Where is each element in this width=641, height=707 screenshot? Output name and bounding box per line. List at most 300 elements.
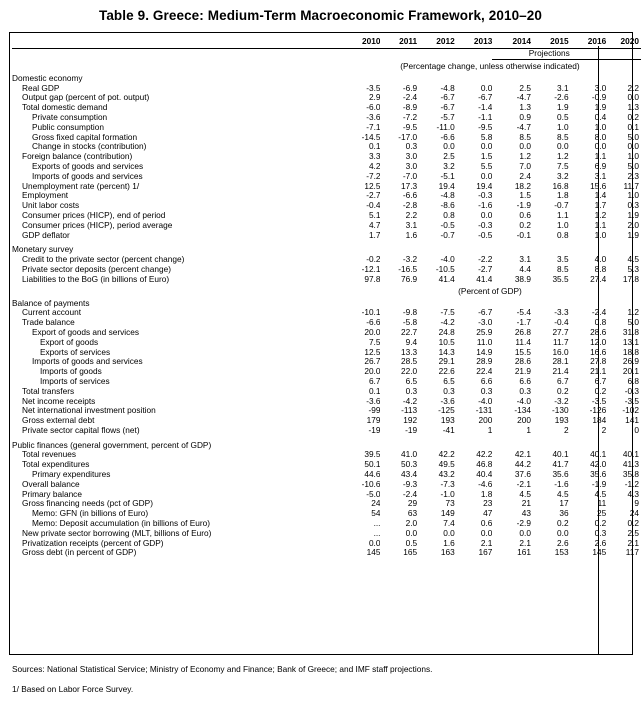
section-row bbox=[12, 245, 641, 255]
value-cell: 28.1 bbox=[552, 357, 569, 367]
value-cell: -10.1 bbox=[361, 308, 381, 318]
value-cell: 42.2 bbox=[476, 450, 493, 460]
value-cell: -0.4 bbox=[366, 201, 381, 211]
blank-cell bbox=[606, 49, 641, 60]
value-cell: 2.6 bbox=[557, 538, 569, 548]
value-cell: ... bbox=[373, 528, 381, 538]
value-cell: -130 bbox=[551, 406, 569, 416]
row-label: Liabilities to the BoG (in billions of Euro) bbox=[22, 274, 170, 284]
row-label: Output gap (percent of pot. output) bbox=[22, 93, 150, 103]
value-cell: 18.2 bbox=[514, 181, 531, 191]
value-cell: -2.4 bbox=[402, 489, 418, 499]
value-cell: -131 bbox=[475, 406, 493, 416]
value-cell: 0.0 bbox=[627, 93, 639, 103]
row-label: Foreign balance (contribution) bbox=[22, 152, 133, 162]
row-label: Export of goods bbox=[40, 337, 99, 347]
value-cell: 8.0 bbox=[594, 132, 607, 142]
value-cell: 5.0 bbox=[627, 161, 639, 171]
value-cell: -0.5 bbox=[478, 230, 493, 240]
table-row bbox=[12, 211, 641, 221]
table-row bbox=[12, 231, 641, 241]
value-cell: ... bbox=[373, 519, 381, 529]
value-cell: 0.0 bbox=[443, 142, 455, 152]
value-cell: -5.7 bbox=[440, 112, 455, 122]
section-row bbox=[12, 441, 641, 451]
value-cell: 167 bbox=[478, 548, 493, 558]
value-cell: 4.0 bbox=[594, 255, 607, 265]
value-cell: 35.5 bbox=[552, 274, 569, 284]
value-cell: 2.6 bbox=[594, 538, 607, 548]
value-cell: 6.9 bbox=[594, 161, 607, 171]
value-cell: -17.0 bbox=[398, 132, 418, 142]
row-label: Total expenditures bbox=[22, 460, 90, 470]
value-cell: 7.0 bbox=[519, 161, 531, 171]
value-cell: 1.8 bbox=[557, 191, 569, 201]
table-row bbox=[12, 377, 641, 387]
value-cell: 49.5 bbox=[438, 460, 455, 470]
value-cell: 4.5 bbox=[627, 255, 639, 265]
value-cell: -2.7 bbox=[366, 191, 381, 201]
value-cell: 2.2 bbox=[405, 210, 418, 220]
value-cell: -7.3 bbox=[440, 479, 455, 489]
value-cell: 18.8 bbox=[622, 347, 639, 357]
value-cell: -134 bbox=[514, 406, 531, 416]
value-cell: 15.5 bbox=[514, 347, 531, 357]
value-cell: -113 bbox=[401, 406, 418, 416]
value-cell: -2.7 bbox=[478, 264, 493, 274]
value-cell: -4.7 bbox=[516, 93, 531, 103]
value-cell: -4.0 bbox=[478, 396, 493, 406]
value-cell: 1.1 bbox=[594, 220, 607, 230]
value-cell: 0.8 bbox=[557, 230, 569, 240]
value-cell: 36 bbox=[559, 509, 569, 519]
value-cell: 6.7 bbox=[557, 376, 569, 386]
value-cell: 9.4 bbox=[405, 337, 418, 347]
table-row bbox=[12, 480, 641, 490]
value-cell: 11.0 bbox=[476, 337, 493, 347]
value-cell: 1.0 bbox=[627, 191, 639, 201]
value-cell: 6.7 bbox=[594, 376, 607, 386]
value-cell: 3.0 bbox=[594, 83, 607, 93]
value-cell: 26.8 bbox=[514, 327, 531, 337]
value-cell: 2.2 bbox=[627, 83, 639, 93]
value-cell: 3.3 bbox=[368, 152, 381, 162]
value-cell: 0.3 bbox=[627, 201, 639, 211]
value-cell: 145 bbox=[592, 548, 607, 558]
value-cell: 14.9 bbox=[476, 347, 493, 357]
value-cell: -9.5 bbox=[478, 122, 493, 132]
value-cell: -0.3 bbox=[624, 386, 639, 396]
value-cell: 0.2 bbox=[519, 220, 531, 230]
value-cell: 24 bbox=[629, 509, 639, 519]
blank-cell bbox=[417, 49, 455, 60]
value-cell: 41.4 bbox=[476, 274, 493, 284]
value-cell: 149 bbox=[440, 509, 455, 519]
value-cell: -0.4 bbox=[554, 318, 569, 328]
value-cell: 2 bbox=[601, 425, 607, 435]
value-cell: 1.7 bbox=[368, 230, 381, 240]
value-cell: 3.2 bbox=[557, 171, 569, 181]
value-cell: 2.5 bbox=[519, 83, 531, 93]
value-cell: -6.6 bbox=[440, 132, 455, 142]
value-cell: -1.7 bbox=[516, 318, 531, 328]
value-cell: 50.1 bbox=[364, 460, 381, 470]
value-cell: 6.6 bbox=[519, 376, 531, 386]
row-label: Current account bbox=[22, 308, 82, 318]
value-cell: 3.5 bbox=[557, 255, 569, 265]
value-cell: 0.3 bbox=[594, 528, 607, 538]
value-cell: 37.6 bbox=[514, 470, 531, 480]
projections-row bbox=[12, 49, 641, 60]
row-label: Overall balance bbox=[22, 479, 80, 489]
value-cell: 179 bbox=[366, 416, 381, 426]
value-cell: 0.6 bbox=[519, 210, 531, 220]
unit-subheader: (Percentage change, unless otherwise indicated) bbox=[400, 60, 580, 71]
value-cell: 0.2 bbox=[627, 112, 639, 122]
value-cell: 161 bbox=[517, 548, 531, 558]
table-row bbox=[12, 191, 641, 201]
value-cell: -7.2 bbox=[402, 112, 418, 122]
value-cell: 13.1 bbox=[622, 337, 639, 347]
value-cell: 0.8 bbox=[594, 318, 607, 328]
value-cell: 7.5 bbox=[368, 337, 381, 347]
value-cell: -0.7 bbox=[440, 230, 455, 240]
value-cell: 8.5 bbox=[557, 132, 569, 142]
value-cell: 1.8 bbox=[480, 489, 493, 499]
value-cell: 4.2 bbox=[368, 161, 381, 171]
row-label: Consumer prices (HICP), end of period bbox=[22, 210, 166, 220]
value-cell: 21 bbox=[521, 499, 531, 509]
value-cell: 0.3 bbox=[443, 386, 455, 396]
value-cell: -1.1 bbox=[478, 112, 493, 122]
blank-cell bbox=[12, 49, 339, 60]
value-cell: 17 bbox=[559, 499, 569, 509]
value-cell: 0.5 bbox=[557, 112, 569, 122]
row-label: Net income receipts bbox=[22, 396, 96, 406]
value-cell: 17.8 bbox=[622, 274, 639, 284]
value-cell: -7.0 bbox=[402, 171, 418, 181]
value-cell: 22.6 bbox=[438, 367, 455, 377]
value-cell: 2.0 bbox=[627, 220, 639, 230]
table-row bbox=[12, 460, 641, 470]
value-cell: -9.5 bbox=[402, 122, 418, 132]
value-cell: 193 bbox=[440, 416, 455, 426]
value-cell: -6.7 bbox=[478, 308, 493, 318]
value-cell: 50.3 bbox=[400, 460, 418, 470]
value-cell: 9 bbox=[634, 499, 639, 509]
section-heading: Public finances (general government, percent of GDP) bbox=[12, 440, 212, 450]
value-cell: 0.3 bbox=[519, 386, 531, 396]
value-cell: -5.0 bbox=[366, 489, 381, 499]
value-cell: 1.0 bbox=[594, 122, 607, 132]
value-cell: -2.4 bbox=[591, 308, 607, 318]
table-row bbox=[12, 308, 641, 318]
projections-label: Projections bbox=[492, 49, 606, 60]
value-cell: 0.0 bbox=[480, 83, 493, 93]
value-cell: 0.0 bbox=[557, 528, 569, 538]
value-cell: -3.5 bbox=[591, 396, 607, 406]
value-cell: 1.2 bbox=[519, 152, 531, 162]
value-cell: 1.3 bbox=[519, 103, 531, 113]
value-cell: 2 bbox=[563, 425, 569, 435]
value-cell: 145 bbox=[366, 548, 381, 558]
value-cell: 41.3 bbox=[622, 460, 639, 470]
value-cell: 12.0 bbox=[590, 337, 607, 347]
value-cell: 28.9 bbox=[476, 357, 493, 367]
value-cell: 0.3 bbox=[405, 386, 418, 396]
blank-cell bbox=[339, 49, 381, 60]
table-row bbox=[12, 103, 641, 113]
value-cell: -2.9 bbox=[516, 519, 531, 529]
value-cell: -9.3 bbox=[402, 479, 418, 489]
value-cell: 16.8 bbox=[552, 181, 569, 191]
value-cell: 27.8 bbox=[590, 357, 607, 367]
value-cell: 0.0 bbox=[519, 142, 531, 152]
value-cell: 2.1 bbox=[627, 538, 639, 548]
value-cell: 40.1 bbox=[622, 450, 639, 460]
sources-note: Sources: National Statistical Service; Ministry of Economy and Finance; Bank of Greece; and IMF staff projections. bbox=[12, 664, 433, 674]
table-row bbox=[12, 142, 641, 152]
value-cell: 29.1 bbox=[438, 357, 455, 367]
value-cell: 1.0 bbox=[557, 122, 569, 132]
value-cell: 41.7 bbox=[552, 460, 569, 470]
value-cell: 1.4 bbox=[594, 191, 607, 201]
value-cell: 0 bbox=[634, 425, 639, 435]
value-cell: 97.8 bbox=[364, 274, 381, 284]
value-cell: 10.5 bbox=[438, 337, 455, 347]
value-cell: 0.8 bbox=[443, 210, 455, 220]
value-cell: 1.2 bbox=[627, 308, 639, 318]
value-cell: 0.4 bbox=[594, 112, 607, 122]
value-cell: 12.5 bbox=[364, 181, 381, 191]
value-cell: 1.6 bbox=[405, 230, 418, 240]
unit-subheader: (Percent of GDP) bbox=[458, 285, 522, 296]
macro-table bbox=[12, 36, 641, 558]
value-cell: 5.5 bbox=[480, 161, 493, 171]
value-cell: 3.0 bbox=[405, 161, 418, 171]
value-cell: 22.7 bbox=[400, 327, 418, 337]
row-label: Change in stocks (contribution) bbox=[32, 142, 147, 152]
value-cell: 4.5 bbox=[557, 489, 569, 499]
table-row bbox=[12, 387, 641, 397]
value-cell: -126 bbox=[589, 406, 607, 416]
row-label: Unemployment rate (percent) 1/ bbox=[22, 181, 140, 191]
value-cell: -16.5 bbox=[398, 264, 418, 274]
row-label: Gross financing needs (pct of GDP) bbox=[22, 499, 153, 509]
year-header: 2011 bbox=[380, 36, 417, 49]
value-cell: 1.1 bbox=[557, 210, 569, 220]
table-row bbox=[12, 162, 641, 172]
value-cell: 184 bbox=[592, 416, 607, 426]
value-cell: 1.5 bbox=[480, 152, 493, 162]
value-cell: -19 bbox=[405, 425, 418, 435]
blank-cell bbox=[12, 285, 339, 299]
year-header: 2013 bbox=[455, 36, 493, 49]
value-cell: -2.4 bbox=[402, 93, 418, 103]
value-cell: 20.1 bbox=[622, 367, 639, 377]
value-cell: 1.5 bbox=[519, 191, 531, 201]
value-cell: 21.1 bbox=[590, 367, 607, 377]
table-row bbox=[12, 519, 641, 529]
value-cell: 1.7 bbox=[594, 201, 607, 211]
table-row bbox=[12, 397, 641, 407]
value-cell: 0.0 bbox=[480, 142, 493, 152]
year-header: 2020 bbox=[606, 36, 641, 49]
value-cell: 0.0 bbox=[443, 528, 455, 538]
value-cell: 0.0 bbox=[480, 210, 493, 220]
value-cell: -10.6 bbox=[361, 479, 381, 489]
value-cell: 28.6 bbox=[514, 357, 531, 367]
row-label: Memo: Deposit accumulation (in billions of Euro) bbox=[32, 519, 210, 529]
value-cell: -0.5 bbox=[440, 220, 455, 230]
value-cell: 39.5 bbox=[364, 450, 381, 460]
value-cell: 41.4 bbox=[438, 274, 455, 284]
value-cell: 3.1 bbox=[405, 220, 418, 230]
value-cell: 2.0 bbox=[405, 519, 418, 529]
value-cell: 41.0 bbox=[400, 450, 418, 460]
row-label: Credit to the private sector (percent change) bbox=[22, 255, 185, 265]
year-header: 2014 bbox=[492, 36, 531, 49]
value-cell: 0.2 bbox=[594, 386, 607, 396]
value-cell: 12.5 bbox=[364, 347, 381, 357]
value-cell: -4.0 bbox=[516, 396, 531, 406]
value-cell: 5.8 bbox=[480, 132, 493, 142]
value-cell: -6.6 bbox=[402, 191, 418, 201]
table-row bbox=[12, 509, 641, 519]
blank-cell bbox=[455, 49, 493, 60]
value-cell: -3.6 bbox=[366, 112, 381, 122]
value-cell: -4.8 bbox=[440, 191, 455, 201]
row-label: Public consumption bbox=[32, 122, 104, 132]
value-cell: 44.2 bbox=[514, 460, 531, 470]
value-cell: 15.6 bbox=[590, 181, 607, 191]
section-heading: Domestic economy bbox=[12, 73, 83, 83]
section-row bbox=[12, 74, 641, 84]
value-cell: 0.2 bbox=[557, 386, 569, 396]
table-row bbox=[12, 450, 641, 460]
value-cell: 40.1 bbox=[590, 450, 607, 460]
value-cell: 11.7 bbox=[553, 337, 569, 347]
value-cell: 200 bbox=[478, 416, 493, 426]
value-cell: 35.6 bbox=[552, 470, 569, 480]
year-header: 2016 bbox=[569, 36, 607, 49]
value-cell: 14.3 bbox=[438, 347, 455, 357]
value-cell: 8.5 bbox=[519, 132, 531, 142]
value-cell: 5.0 bbox=[627, 132, 639, 142]
value-cell: -0.7 bbox=[554, 201, 569, 211]
value-cell: 40.4 bbox=[476, 470, 493, 480]
value-cell: 0.2 bbox=[627, 519, 639, 529]
value-cell: -3.6 bbox=[440, 396, 455, 406]
value-cell: 0.3 bbox=[405, 142, 418, 152]
year-header: 2010 bbox=[339, 36, 381, 49]
table-row bbox=[12, 275, 641, 285]
value-cell: 0.5 bbox=[405, 538, 418, 548]
value-cell: 1.0 bbox=[557, 220, 569, 230]
value-cell: -9.8 bbox=[402, 308, 418, 318]
value-cell: 0.0 bbox=[480, 171, 493, 181]
value-cell: 1.9 bbox=[557, 103, 569, 113]
table-row bbox=[12, 338, 641, 348]
value-cell: 6.5 bbox=[405, 376, 418, 386]
value-cell: 0.0 bbox=[594, 142, 607, 152]
value-cell: 1.6 bbox=[443, 538, 455, 548]
row-label: Private consumption bbox=[32, 112, 108, 122]
value-cell: 46.8 bbox=[476, 460, 493, 470]
value-cell: 20.0 bbox=[364, 327, 381, 337]
year-header: 2012 bbox=[417, 36, 455, 49]
row-label: Primary balance bbox=[22, 489, 82, 499]
value-cell: 24 bbox=[371, 499, 381, 509]
value-cell: -1.9 bbox=[516, 201, 531, 211]
value-cell: 7.4 bbox=[443, 519, 455, 529]
value-cell: -10.5 bbox=[435, 264, 455, 274]
row-label: Privatization receipts (percent of GDP) bbox=[22, 538, 164, 548]
value-cell: 11.7 bbox=[623, 181, 639, 191]
value-cell: -1.2 bbox=[624, 479, 639, 489]
section-heading: Balance of payments bbox=[12, 298, 90, 308]
section-heading: Monetary survey bbox=[12, 245, 74, 255]
table-row bbox=[12, 255, 641, 265]
value-cell: -6.0 bbox=[366, 103, 381, 113]
value-cell: 0.2 bbox=[594, 519, 607, 529]
value-cell: 22.4 bbox=[476, 367, 493, 377]
value-cell: -1.4 bbox=[478, 103, 493, 113]
row-label: Unit labor costs bbox=[22, 201, 80, 211]
value-cell: -14.5 bbox=[361, 132, 381, 142]
value-cell: -6.9 bbox=[402, 83, 418, 93]
row-label: Trade balance bbox=[22, 318, 75, 328]
year-header: 2015 bbox=[531, 36, 569, 49]
value-cell: 76.9 bbox=[400, 274, 418, 284]
value-cell: 0.1 bbox=[368, 386, 381, 396]
value-cell: 3.1 bbox=[519, 255, 531, 265]
value-cell: 0.0 bbox=[519, 528, 531, 538]
table-row bbox=[12, 470, 641, 480]
value-cell: -1.9 bbox=[591, 479, 607, 489]
value-cell: 24.8 bbox=[438, 327, 455, 337]
row-label: Gross fixed capital formation bbox=[32, 132, 138, 142]
value-cell: 16.0 bbox=[552, 347, 569, 357]
row-label: Net international investment position bbox=[22, 406, 156, 416]
value-cell: 1.0 bbox=[594, 230, 607, 240]
value-cell: 1.2 bbox=[557, 152, 569, 162]
value-cell: 5.3 bbox=[627, 264, 639, 274]
table-row bbox=[12, 406, 641, 416]
value-cell: 6.5 bbox=[443, 376, 455, 386]
table-row bbox=[12, 123, 641, 133]
value-cell: -0.9 bbox=[591, 93, 607, 103]
value-cell: 117 bbox=[625, 548, 639, 558]
value-cell: 1.1 bbox=[594, 152, 607, 162]
value-cell: 0.1 bbox=[368, 142, 381, 152]
value-cell: 4.7 bbox=[368, 220, 381, 230]
value-cell: 1.9 bbox=[594, 103, 607, 113]
value-cell: 153 bbox=[554, 548, 569, 558]
value-cell: 1.9 bbox=[627, 210, 639, 220]
value-cell: 47 bbox=[483, 509, 493, 519]
value-cell: 4.5 bbox=[519, 489, 531, 499]
value-cell: 13.3 bbox=[400, 347, 418, 357]
table-row bbox=[12, 113, 641, 123]
value-cell: -2.8 bbox=[402, 201, 418, 211]
value-cell: -3.6 bbox=[366, 396, 381, 406]
row-label: Export of goods and services bbox=[32, 327, 139, 337]
value-cell: -7.1 bbox=[366, 122, 381, 132]
value-cell: 16.6 bbox=[590, 347, 607, 357]
row-label: Total transfers bbox=[22, 386, 75, 396]
value-cell: -11.0 bbox=[436, 122, 455, 132]
